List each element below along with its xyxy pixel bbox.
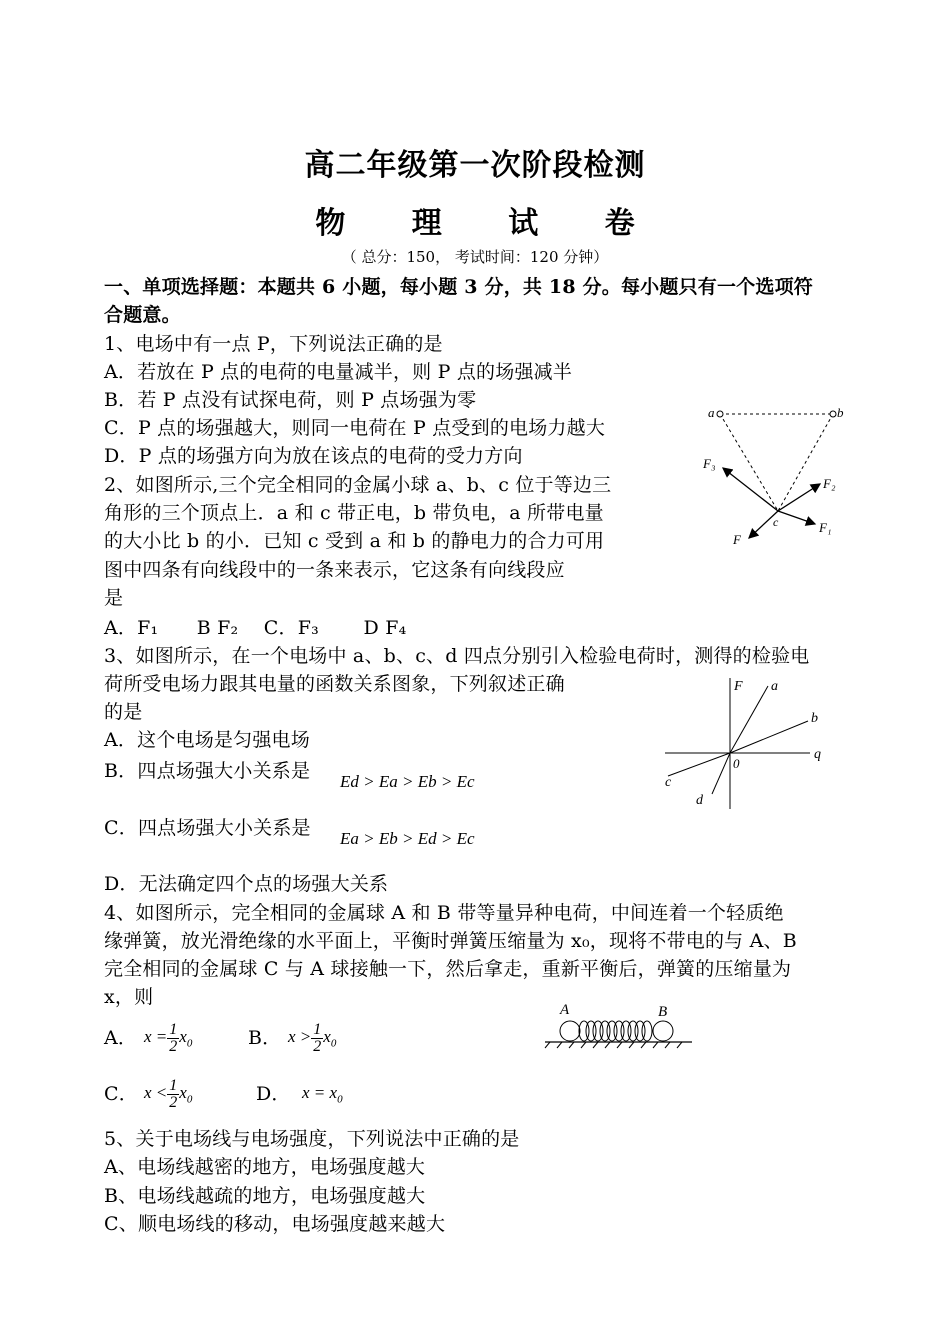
subject-title: 物 理 试 卷: [315, 206, 663, 241]
spring-coils: [579, 1021, 652, 1041]
q4-option-d-math: $x = x_0$: [302, 1083, 343, 1106]
line-label-b: b: [811, 711, 818, 726]
line-c: [668, 753, 730, 776]
q3-line3: 的是: [104, 701, 143, 723]
q1-option-a: A．若放在 P 点的电荷的电量减半，则 P 点的场强减半: [104, 361, 573, 383]
q2-line1: 2、如图所示,三个完全相同的金属小球 a、b、c 位于等边三: [104, 474, 612, 496]
charge-a: [717, 411, 723, 417]
q4-line4: x，则: [104, 986, 154, 1008]
q4-option-c-math: x < $\frac{1}{2}$ $x_0$: [144, 1076, 193, 1111]
q2-line5: 是: [104, 587, 124, 609]
q1-stem: 1、电场中有一点 P，下列说法正确的是: [104, 333, 443, 355]
triangle-side-ac: [720, 414, 778, 511]
charge-b: [830, 411, 836, 417]
line-label-c: c: [665, 775, 672, 790]
label-a: a: [708, 405, 715, 420]
ball-a: [560, 1021, 580, 1041]
q5-stem: 5、关于电场线与电场强度，下列说法中正确的是: [104, 1128, 520, 1150]
label-c: c: [773, 515, 779, 529]
q3-option-a: A．这个电场是匀强电场: [104, 729, 310, 751]
line-label-d: d: [696, 793, 703, 808]
section-heading-line2: 合题意。: [104, 304, 181, 326]
label-b: b: [837, 405, 844, 420]
arrow-f3: [723, 468, 778, 511]
q2-line2: 角形的三个顶点上．a 和 c 带正电，b 带负电，a 所带电量: [104, 502, 604, 524]
q2-options: A．F₁ B F₂ C．F₃ D F₄: [104, 617, 407, 639]
q5-option-b: B、电场线越疏的地方，电场强度越大: [104, 1185, 426, 1207]
ball-label-a: A: [560, 1002, 570, 1018]
axis-label-f: F: [734, 679, 743, 694]
ball-b: [653, 1021, 673, 1041]
q4-line2: 缘弹簧，放光滑绝缘的水平面上，平衡时弹簧压缩量为 x₀，现将不带电的与 A、B: [104, 930, 797, 952]
line-label-a: a: [771, 679, 778, 694]
axis-label-q: q: [814, 747, 821, 762]
arrow-f1: [778, 511, 815, 524]
q4-option-d-label: D．: [256, 1083, 291, 1105]
arrow-f2: [778, 484, 820, 511]
q3-option-c-text: C．四点场强大小关系是: [104, 817, 311, 839]
q4-option-c-label: C．: [104, 1083, 138, 1105]
q3-option-b-text: B．四点场强大小关系是: [104, 760, 311, 782]
q3-f-q-graph: [660, 676, 835, 811]
exam-info: （ 总分：150， 考试时间：120 分钟）: [341, 248, 609, 266]
line-b: [730, 721, 808, 753]
label-f1: F₁: [819, 520, 832, 535]
section-heading-line1: 一、单项选择题：本题共 6 小题，每小题 3 分，共 18 分。每小题只有一个选项符: [104, 276, 813, 298]
line-a: [730, 686, 768, 753]
q1-option-b: B．若 P 点没有试探电荷，则 P 点场强为零: [104, 389, 477, 411]
label-f2: F₂: [823, 476, 836, 491]
page-title: 高二年级第一次阶段检测: [304, 148, 646, 183]
q3-option-c-math: Ea > Eb > Ed > Ec: [340, 829, 475, 848]
q4-line1: 4、如图所示，完全相同的金属球 A 和 B 带等量异种电荷，中间连着一个轻质绝: [104, 902, 784, 924]
q1-option-c: C．P 点的场强越大，则同一电荷在 P 点受到的电场力越大: [104, 417, 606, 439]
ground-hatching: [545, 1042, 682, 1048]
q3-line2: 荷所受电场力跟其电量的函数关系图象，下列叙述正确: [104, 673, 565, 695]
q4-option-a-math: x = $\frac{1}{2}$ $x_0$: [144, 1020, 193, 1055]
q2-line4: 图中四条有向线段中的一条来表示，它这条有向线段应: [104, 559, 565, 581]
q1-option-d: D．P 点的场强方向为放在该点的电荷的受力方向: [104, 445, 523, 467]
ball-label-b: B: [658, 1004, 668, 1020]
q2-triangle-force-diagram: [695, 398, 855, 553]
q2-line3: 的大小比 b 的小．已知 c 受到 a 和 b 的静电力的合力可用: [104, 530, 605, 552]
label-f3: F₃: [703, 456, 716, 471]
q4-option-b-math: x > $\frac{1}{2}$ $x_0$: [288, 1020, 337, 1055]
q3-option-b-math: Ed > Ea > Eb > Ec: [340, 772, 475, 791]
q4-line3: 完全相同的金属球 C 与 A 球接触一下，然后拿走，重新平衡后，弹簧的压缩量为: [104, 958, 792, 980]
q5-option-c: C、顺电场线的移动，电场强度越来越大: [104, 1213, 446, 1235]
q3-option-d: D．无法确定四个点的场强大关系: [104, 873, 389, 895]
origin-label: 0: [733, 756, 740, 771]
q4-option-a-label: A．: [104, 1027, 138, 1049]
q5-option-a: A、电场线越密的地方，电场强度越大: [104, 1156, 426, 1178]
q4-spring-diagram: [540, 998, 700, 1058]
q3-line1: 3、如图所示，在一个电场中 a、b、c、d 四点分别引入检验电荷时，测得的检验电: [104, 645, 810, 667]
triangle-side-bc: [778, 414, 833, 511]
label-f: F: [733, 532, 741, 547]
q4-option-b-label: B．: [248, 1027, 282, 1049]
